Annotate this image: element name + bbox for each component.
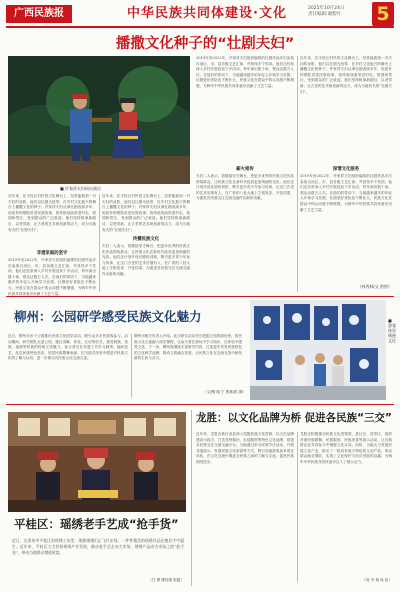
article1-col3-b: 夫妇二人表示，将继续坚守舞台，把更多优秀的民族文化作品带给群众，让民族文化在新时代绽放更加绚丽的光彩。他们还计划开设壮剧培训班，吸引更多青少年参与传承，让这门古老的艺术后继有人，在广袤的八桂大地上生根发芽、开花结果，为促进各民族交往交流交融作出新的贡献。	[196, 174, 294, 201]
article1-col2-lead: 近年来，在平桂区村民的文化舞台上，经常能看到一对夫妇的身影，他们以壮剧为纽带，在乡村文化振兴的舞台上播撒文化的种子。许家祥夫妇从事壮剧表演多年，用质朴的唱腔讲述民族故事，将传统戏曲带进村屯、校园和景区，受到群众的广泛欢迎。他们坚持排演新剧目，以老带新，让古老的艺术焕发新的活力，成为当地有名的“壮剧夫妇”。	[102, 194, 190, 232]
article3-title: 平桂区：瑶绣老手艺成“抢手货”	[14, 517, 179, 531]
article1-col1-b: 2019年至2022年，许家祥夫妇组织编排的壮剧作品多次参加自治区、市、县各级文艺汇演，并获得多个奖项。他们还经常深入乡村开展送戏下乡活动，每年演出数十场，观众达数万人次。在他们的带动下，当地越来越多的年轻人开始学习壮剧，壮剧爱好者队伍不断壮大，民族文化在群众中的认同感不断增强，为铸牢中华民族共同体意识贡献了文艺力量。	[8, 258, 96, 296]
column-divider	[131, 334, 132, 398]
article4-col1: 近年来，龙胜各族自治县深入挖掘民族文化资源，以文化品牌建设为抓手，打造龙脊梯田、红瑶服饰等特色文化品牌，搭建各民族交往交流交融平台。当地通过举办民族节庆活动、开展非遗展示、发展民族文化旅游等方式，吸引各地游客前来观光体验，在文化交流中增进各民族之间的了解与友谊，促进民族团结进步。	[196, 432, 294, 464]
article1-byline: （林秀林/文 供图）	[357, 284, 392, 289]
column-divider	[297, 56, 298, 292]
article2-side-caption: ■ 游客体验侗族文化	[388, 318, 396, 343]
tie-dye-fabric-image	[250, 300, 386, 400]
masthead-rule	[6, 26, 394, 28]
article1-subhead-4: 深情文化服务	[332, 167, 360, 172]
article4-col2: 龙胜还积极推动民族文化进校园、进社区、进景区，组织开展民族歌舞、民族服饰、民族美食等展示活动，让各族群众在共同参与中增强文化认同。同时，当地大力发展民族文化产业，推出了一批具有地方特色的文创产品，带动群众就业增收，实现了文化保护与经济发展的双赢，为铸牢中华民族共同体意识注入了强大动力。	[300, 432, 392, 464]
article1-photo-caption: ■ 许家祥夫妇同台演出	[60, 186, 102, 191]
column-divider	[99, 194, 100, 292]
page-number: 5	[372, 2, 394, 26]
article2-photo	[250, 300, 386, 400]
article4-byline: （易 韦 杨 凤 彩）	[362, 578, 392, 582]
section-title: 中华民族共同体建设·文化	[127, 6, 287, 21]
section-divider	[6, 296, 394, 297]
article3-photo	[8, 412, 186, 512]
section-divider	[6, 404, 394, 405]
article4-title: 龙胜：以文化品牌为桥 促进各民族“三交”	[196, 412, 392, 424]
article1-photo	[8, 56, 190, 184]
article3-byline: （甘 勇 缪柱超 报道）	[148, 578, 184, 582]
article3-body: 近日，在贺州市平桂区的瑶绣工坊里，瑶族绣娘们正飞针走线，一件件精美的瑶绣作品在她们手中诞生。近年来，平桂区大力扶持瑶绣产业发展，推动老手艺走向大市场，瑶绣产品成为市场上的“抢手货”，带动当地群众增收致富。	[12, 538, 184, 555]
article1-subhead-1: 非遗家庭的坚守	[36, 251, 68, 256]
editor-credit: 责任编辑:谢紫叶	[308, 12, 342, 17]
stage-performers-image	[8, 56, 190, 184]
column-divider	[191, 410, 192, 586]
article2-byline: （文/陶 明 宁 贾林/供 图）	[203, 390, 246, 394]
article1-col2-b: 夫妇二人表示，将继续坚守舞台，把更多优秀的民族文化作品带给群众，让民族文化在新时代绽放更加绚丽的光彩。他们还计划开设壮剧培训班，吸引更多青少年参与传承，让这门古老的艺术后继有人，在广袤的八桂大地上生根发芽、开花结果，为促进各民族交往交流交融作出新的贡献。	[102, 244, 190, 276]
issue-date: 2025年10月24日	[308, 6, 345, 11]
article1-title: 播撒文化种子的“壮剧夫妇”	[115, 36, 295, 52]
yao-embroidery-workshop-image	[8, 412, 186, 512]
article1-subhead-3: 薪火相传	[236, 167, 254, 172]
article1-subhead-2: 传播民族文化	[132, 237, 160, 242]
masthead-info	[308, 6, 344, 18]
column-divider	[297, 432, 298, 582]
article2-title: 柳州：公园研学感受民族文化魅力	[14, 309, 202, 324]
article1-col4: 近年来，在平桂区村民的文化舞台上，经常能看到一对夫妇的身影，他们以壮剧为纽带，在乡村文化振兴的舞台上播撒文化的种子。许家祥夫妇从事壮剧表演多年，用质朴的唱腔讲述民族故事，将传统戏曲带进村屯、校园和景区，受到群众的广泛欢迎。他们坚持排演新剧目，以老带新，让古老的艺术焕发新的活力，成为当地有名的“壮剧夫妇”。	[300, 56, 392, 94]
article1-col1-lead: 近年来，在平桂区村民的文化舞台上，经常能看到一对夫妇的身影，他们以壮剧为纽带，在乡村文化振兴的舞台上播撒文化的种子。许家祥夫妇从事壮剧表演多年，用质朴的唱腔讲述民族故事，将传统戏曲带进村屯、校园和景区，受到群众的广泛欢迎。他们坚持排演新剧目，以老带新，让古老的艺术焕发新的活力，成为当地有名的“壮剧夫妇”。	[8, 194, 96, 232]
article1-col3: 2019年至2022年，许家祥夫妇组织编排的壮剧作品多次参加自治区、市、县各级文艺汇演，并获得多个奖项。他们还经常深入乡村开展送戏下乡活动，每年演出数十场，观众达数万人次。在他们的带动下，当地越来越多的年轻人开始学习壮剧，壮剧爱好者队伍不断壮大，民族文化在群众中的认同感不断增强，为铸牢中华民族共同体意识贡献了文艺力量。	[196, 56, 294, 88]
article1-col4-b: 2019年至2022年，许家祥夫妇组织编排的壮剧作品多次参加自治区、市、县各级文艺汇演，并获得多个奖项。他们还经常深入乡村开展送戏下乡活动，每年演出数十场，观众达数万人次。在他们的带动下，当地越来越多的年轻人开始学习壮剧，壮剧爱好者队伍不断壮大，民族文化在群众中的认同感不断增强，为铸牢中华民族共同体意识贡献了文艺力量。	[300, 174, 392, 212]
article2-col2: 柳州市相关负责人介绍，此次研学活动充分挖掘公园资源优势，将民族文化元素融入研学课程，让参与者在游玩中学习知识、在体验中感受文化。下一步，柳州将继续丰富研学内容，打造更多具有民族特色的文化研学品牌，推动文旅融合发展，让民族文化在交流互鉴中焕发新的生机与活力。	[134, 334, 242, 361]
paper-name: 广西民族报	[6, 5, 72, 23]
article2-col1: 近日，柳州市多个公园推出民族文化研学活动，吸引众多市民游客参与。活动期间，研学团队走进公园，通过讲解、体验、互动等形式，感受侗族、苗族、瑶族等民族的传统文化魅力。参与者们在非遗工坊学习刺绣、编织技艺，品尝民族特色美食，欣赏民族歌舞表演，在沉浸式体验中增进对民族文化的了解与认同，进一步推动各民族文化交流互鉴。	[8, 334, 128, 361]
